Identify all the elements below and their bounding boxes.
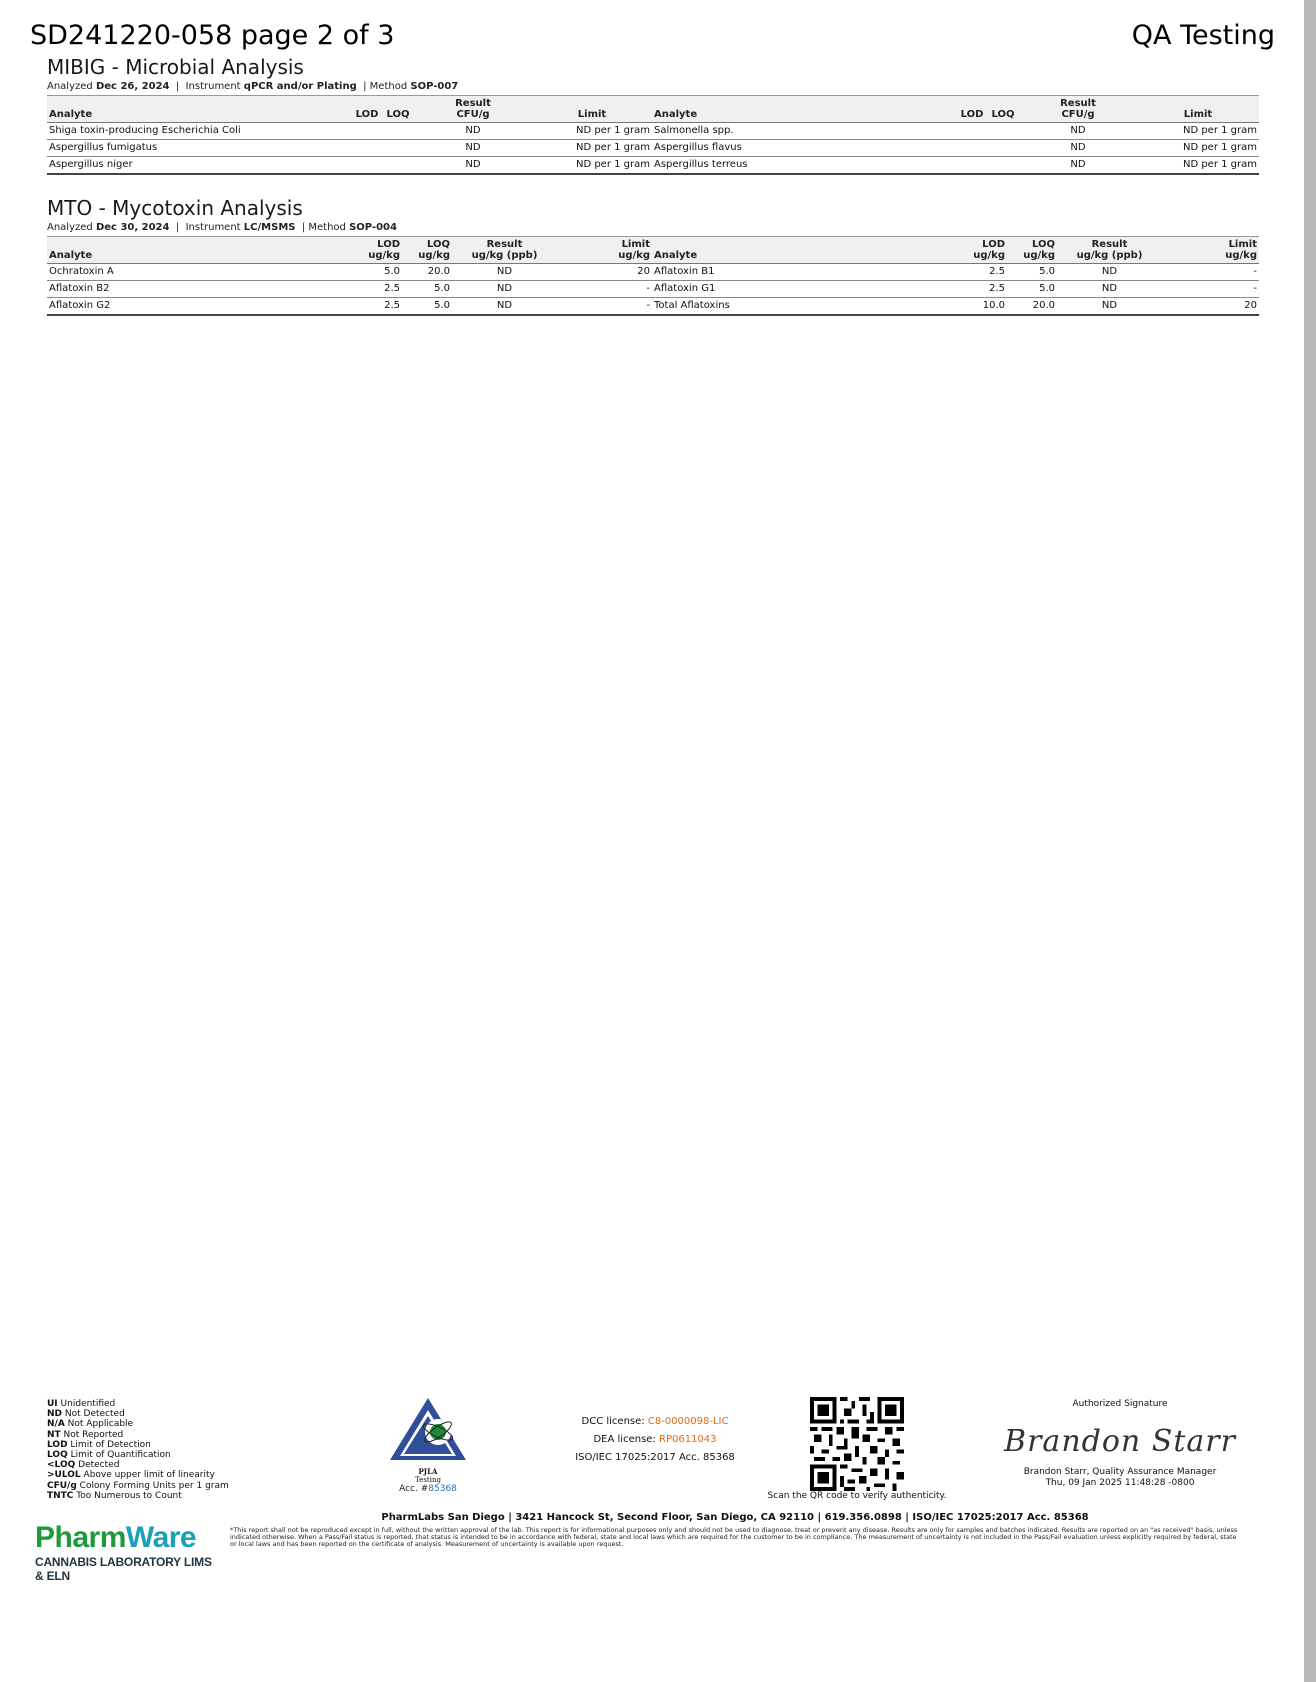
result-cell: ND (1019, 123, 1137, 140)
limit-cell: ND per 1 gram (532, 157, 652, 175)
limit-cell: 20 (557, 264, 652, 281)
analyte-cell: Aspergillus terreus (652, 157, 957, 175)
table-header-row (47, 96, 1259, 123)
limit-cell: - (557, 281, 652, 298)
result-cell: ND (1057, 281, 1162, 298)
analyte-cell: Aflatoxin B2 (47, 281, 352, 298)
legend-item: >ULOL Above upper limit of linearity (47, 1470, 215, 1481)
table-header-row (47, 237, 1259, 264)
loq-cell: 20.0 (1007, 298, 1057, 316)
pjla-testing-label: Testing (415, 1476, 441, 1484)
col-limit: Limit ug/kg (1162, 237, 1259, 264)
analyte-cell: Aspergillus fumigatus (47, 140, 352, 157)
limit-cell: - (557, 298, 652, 316)
method-label: Method (369, 81, 408, 92)
loq-cell (987, 157, 1019, 175)
brand-tag: QA Testing (1131, 20, 1275, 51)
legend-item: NT Not Reported (47, 1429, 124, 1440)
analyte-cell: Total Aflatoxins (652, 298, 957, 316)
lod-cell: 10.0 (957, 298, 1007, 316)
lod-cell (957, 157, 987, 175)
loq-cell: 5.0 (1007, 264, 1057, 281)
result-cell: ND (452, 264, 557, 281)
analyte-cell: Aflatoxin B1 (652, 264, 957, 281)
col-analyte: Analyte (47, 237, 352, 264)
page-header (30, 20, 1275, 60)
limit-cell: 20 (1162, 298, 1259, 316)
limit-cell: - (1162, 281, 1259, 298)
legend-item: CFU/g Colony Forming Units per 1 gram (47, 1480, 229, 1491)
analyte-cell: Aspergillus niger (47, 157, 352, 175)
legend-item: LOD Limit of Detection (47, 1439, 151, 1450)
result-cell: ND (452, 298, 557, 316)
license-block (560, 1413, 750, 1467)
section-title: MTO - Mycotoxin Analysis (47, 196, 303, 220)
analyzed-label: Analyzed (47, 81, 93, 92)
handwritten-signature: Brandon Starr (1004, 1424, 1236, 1459)
table-row (47, 298, 1259, 316)
mycotoxin-table (47, 236, 1259, 316)
analyte-cell: Ochratoxin A (47, 264, 352, 281)
col-loq: LOQ (987, 96, 1019, 123)
lod-cell (352, 157, 382, 175)
col-loq: LOQ ug/kg (1007, 237, 1057, 264)
pjla-logo-icon (388, 1396, 468, 1464)
col-analyte: Analyte (652, 237, 957, 264)
col-loq: LOQ (382, 96, 414, 123)
pharmware-logo (35, 1522, 215, 1582)
abbreviation-legend (47, 1399, 229, 1501)
col-analyte: Analyte (47, 96, 352, 123)
loq-cell: 5.0 (402, 281, 452, 298)
limit-cell: ND per 1 gram (1137, 123, 1259, 140)
instrument-value: LC/MSMS (243, 222, 296, 233)
dea-license: DEA license: RP0611043 (593, 1434, 717, 1445)
qr-code-icon[interactable] (810, 1397, 904, 1491)
instrument-label: Instrument (185, 222, 241, 233)
limit-cell: - (1162, 264, 1259, 281)
result-cell: ND (414, 123, 532, 140)
iso-accreditation: ISO/IEC 17025:2017 Acc. 85368 (575, 1452, 735, 1463)
logo-tagline: CANNABIS LABORATORY LIMS & ELN (35, 1555, 212, 1583)
col-limit: Limit ug/kg (557, 237, 652, 264)
col-lod: LOD (957, 96, 987, 123)
method-value: SOP-007 (410, 81, 459, 92)
result-cell: ND (1019, 140, 1137, 157)
col-result: Result CFU/g (414, 96, 532, 123)
lod-cell: 2.5 (352, 298, 402, 316)
lod-cell: 2.5 (352, 281, 402, 298)
lod-cell (352, 140, 382, 157)
limit-cell: ND per 1 gram (532, 140, 652, 157)
legend-item: UI Unidentified (47, 1399, 116, 1409)
analyte-cell: Shiga toxin-producing Escherichia Coli (47, 123, 352, 140)
table-row (47, 281, 1259, 298)
legend-item: N/A Not Applicable (47, 1419, 134, 1430)
logo-wordmark: PharmWare (35, 1521, 197, 1554)
legend-item: <LOQ Detected (47, 1460, 120, 1471)
lab-address: PharmLabs San Diego | 3421 Hancock St, Second Floor, San Diego, CA 92110 | 619.356.0898 | ISO/IEC 17025:2017 Acc. 85368 (381, 1512, 1089, 1523)
loq-cell (382, 123, 414, 140)
mycotoxin-section (47, 196, 1259, 316)
scrollbar-edge[interactable] (1304, 0, 1316, 1682)
loq-cell: 5.0 (1007, 281, 1057, 298)
result-cell: ND (1057, 298, 1162, 316)
section-meta: Analyzed Dec 26, 2024 | Instrument qPCR and/or Plating | Method SOP-007 (47, 81, 459, 92)
col-loq: LOQ ug/kg (402, 237, 452, 264)
result-cell: ND (1057, 264, 1162, 281)
col-result: Result ug/kg (ppb) (1057, 237, 1162, 264)
col-analyte: Analyte (652, 96, 957, 123)
instrument-value: qPCR and/or Plating (243, 81, 357, 92)
limit-cell: ND per 1 gram (1137, 157, 1259, 175)
table-row (47, 123, 1259, 140)
disclaimer: *This report shall not be reproduced except in full, without the written approval of the lab. This report is for informational purposes only and should not be used to diagnose, treat or prevent any disease. Results are only for samples and batches indicated. Results are reported on an "as received" basis, unless indicated otherwise. When a Pass/Fail status is reported, that status is intended to be in accordance with federal, state and local laws which are required for the customer to be in compliance. The measurement of uncertainty is not included in the Pass/Fail evaluation unless explicitly required by federal, state or local laws and has been reported on the certificate of analysis. Measurement of uncertainty is available upon request. (230, 1526, 1238, 1548)
col-result: Result CFU/g (1019, 96, 1137, 123)
microbial-section (47, 55, 1259, 175)
loq-cell: 20.0 (402, 264, 452, 281)
analyzed-date: Dec 30, 2024 (95, 222, 170, 233)
legend-item: ND Not Detected (47, 1409, 125, 1420)
lod-cell: 2.5 (957, 264, 1007, 281)
limit-cell: ND per 1 gram (1137, 140, 1259, 157)
legend-item: LOQ Limit of Quantification (47, 1450, 171, 1461)
table-row (47, 264, 1259, 281)
lod-cell (957, 140, 987, 157)
col-lod: LOD ug/kg (352, 237, 402, 264)
analyte-cell: Salmonella spp. (652, 123, 957, 140)
loq-cell (987, 123, 1019, 140)
pjla-accreditation-number: Acc. #85368 (399, 1484, 457, 1494)
method-value: SOP-004 (349, 222, 397, 233)
table-row (47, 140, 1259, 157)
lod-cell: 2.5 (957, 281, 1007, 298)
lod-cell: 5.0 (352, 264, 402, 281)
signer-name: Brandon Starr, Quality Assurance Manager Thu, 09 Jan 2025 11:48:28 -0800 (1023, 1467, 1217, 1488)
method-label: Method (308, 222, 346, 233)
col-lod: LOD (352, 96, 382, 123)
col-lod: LOD ug/kg (957, 237, 1007, 264)
microbial-table (47, 95, 1259, 175)
analyzed-label: Analyzed (47, 222, 93, 233)
loq-cell (987, 140, 1019, 157)
pjla-label: PJLA (418, 1467, 438, 1476)
analyte-cell: Aspergillus flavus (652, 140, 957, 157)
signature-label: Authorized Signature (1072, 1399, 1168, 1409)
result-cell: ND (1019, 157, 1137, 175)
signature-block (1000, 1399, 1240, 1489)
pjla-badge (383, 1396, 473, 1494)
table-row (47, 157, 1259, 175)
lod-cell (352, 123, 382, 140)
lod-cell (957, 123, 987, 140)
legend-item: TNTC Too Numerous to Count (47, 1490, 182, 1501)
instrument-label: Instrument (185, 81, 241, 92)
result-cell: ND (414, 157, 532, 175)
col-limit: Limit (532, 96, 652, 123)
section-meta: Analyzed Dec 30, 2024 | Instrument LC/MSMS | Method SOP-004 (47, 222, 397, 233)
section-title: MIBIG - Microbial Analysis (47, 55, 304, 79)
col-result: Result ug/kg (ppb) (452, 237, 557, 264)
analyte-cell: Aflatoxin G1 (652, 281, 957, 298)
qr-caption: Scan the QR code to verify authenticity. (767, 1491, 947, 1501)
loq-cell: 5.0 (402, 298, 452, 316)
col-limit: Limit (1137, 96, 1259, 123)
analyzed-date: Dec 26, 2024 (95, 81, 170, 92)
analyte-cell: Aflatoxin G2 (47, 298, 352, 316)
result-cell: ND (452, 281, 557, 298)
result-cell: ND (414, 140, 532, 157)
loq-cell (382, 140, 414, 157)
limit-cell: ND per 1 gram (532, 123, 652, 140)
page-id: SD241220-058 page 2 of 3 (30, 20, 395, 51)
loq-cell (382, 157, 414, 175)
dcc-license: DCC license: C8-0000098-LIC (581, 1416, 729, 1427)
